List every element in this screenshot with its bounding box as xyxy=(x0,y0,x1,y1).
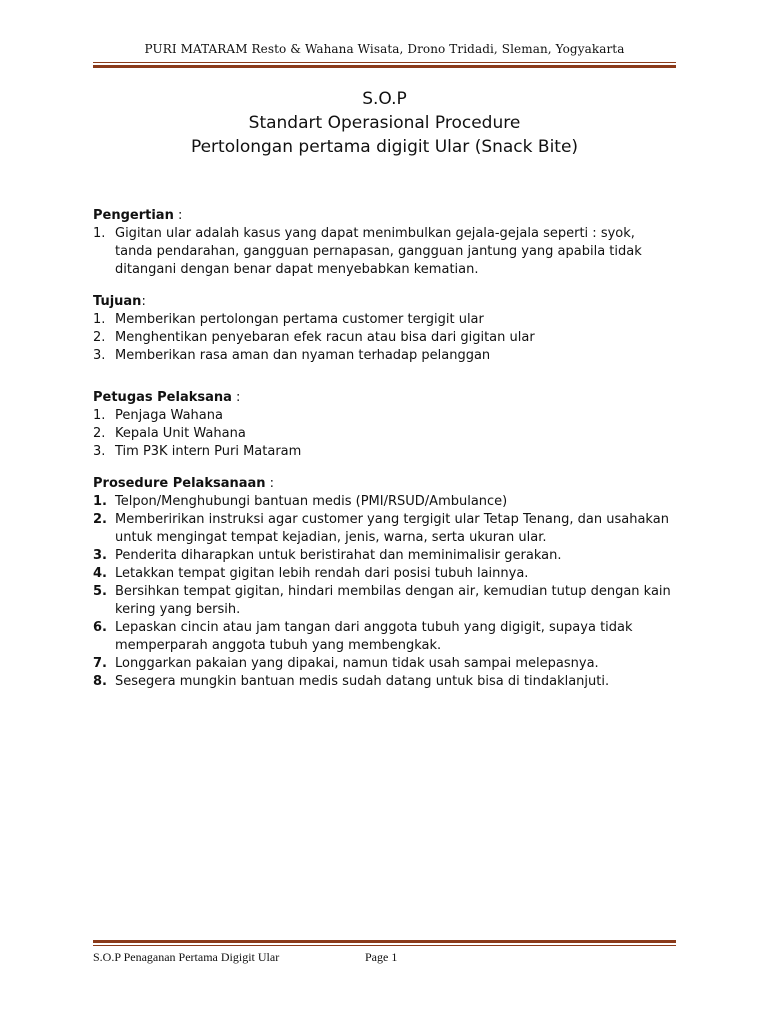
list-text: Sesegera mungkin bantuan medis sudah datang untuk bisa di tindaklanjuti. xyxy=(115,674,610,689)
footer-title: S.O.P Penaganan Pertama Digigit Ular xyxy=(93,950,280,964)
list-text: Telpon/Menghubungi bantuan medis (PMI/RSUD/Ambulance) xyxy=(115,494,508,509)
list-item xyxy=(93,619,676,655)
footer-rule-thin xyxy=(93,945,676,946)
heading-suffix: : xyxy=(265,476,275,491)
heading-suffix: : xyxy=(231,390,241,405)
list-number: 1. xyxy=(93,494,107,509)
list-number: 5. xyxy=(93,584,107,599)
title-line-3: Pertolongan pertama digigit Ular (Snack Bite) xyxy=(190,137,579,157)
list-number: 2. xyxy=(93,512,107,527)
list-text: Kepala Unit Wahana xyxy=(115,426,246,441)
list-text: Penderita diharapkan untuk beristirahat dan meminimalisir gerakan. xyxy=(115,548,562,563)
list-item xyxy=(93,225,676,279)
header-rule-thick xyxy=(93,65,676,68)
list-number: 2. xyxy=(93,426,106,441)
document-body xyxy=(93,207,676,705)
heading-suffix: : xyxy=(141,294,146,309)
header-rule-thin xyxy=(93,62,676,63)
section-heading xyxy=(93,475,676,493)
section-tujuan xyxy=(93,293,676,365)
list-number: 8. xyxy=(93,674,107,689)
list-text: Bersihkan tempat gigitan, hindari membilas dengan air, kemudian tutup dengan kain kering yang bersih. xyxy=(115,584,671,617)
section-heading xyxy=(93,293,676,311)
list-number: 6. xyxy=(93,620,107,635)
list-item xyxy=(93,347,676,365)
list-item xyxy=(93,583,676,619)
list-item xyxy=(93,673,676,691)
list-number: 3. xyxy=(93,548,107,563)
heading-label: Prosedure Pelaksanaan xyxy=(93,476,266,491)
section-heading xyxy=(93,389,676,407)
list-text: Penjaga Wahana xyxy=(115,408,223,423)
list-number: 1. xyxy=(93,408,106,423)
list-number: 2. xyxy=(93,330,106,345)
page-number: Page 1 xyxy=(365,950,398,964)
heading-label: Petugas Pelaksana xyxy=(93,390,232,405)
document-title xyxy=(93,87,676,159)
page-header: PURI MATARAM Resto & Wahana Wisata, Drono Tridadi, Sleman, Yogyakarta xyxy=(144,42,625,56)
list-item xyxy=(93,329,676,347)
list-item xyxy=(93,511,676,547)
section-prosedure xyxy=(93,475,676,691)
heading-label: Tujuan xyxy=(93,294,142,309)
list-item xyxy=(93,407,676,425)
heading-label: Pengertian xyxy=(93,208,174,223)
list-text: Memberikan pertolongan pertama customer tergigit ular xyxy=(115,312,484,327)
list-number: 3. xyxy=(93,444,106,459)
tujuan-list xyxy=(93,311,676,365)
list-item xyxy=(93,655,676,673)
title-line-2: Standart Operasional Procedure xyxy=(248,113,521,133)
section-petugas xyxy=(93,389,676,461)
list-text: Lepaskan cincin atau jam tangan dari anggota tubuh yang digigit, supaya tidak memperparah anggota tubuh yang membengkak. xyxy=(115,620,633,653)
pengertian-list xyxy=(93,225,676,279)
list-number: 4. xyxy=(93,566,107,581)
section-pengertian xyxy=(93,207,676,279)
list-text: Tim P3K intern Puri Mataram xyxy=(115,444,302,459)
list-item xyxy=(93,311,676,329)
heading-suffix: : xyxy=(173,208,183,223)
list-number: 1. xyxy=(93,312,106,327)
list-item xyxy=(93,443,676,461)
list-item xyxy=(93,547,676,565)
petugas-list xyxy=(93,407,676,461)
list-text: Gigitan ular adalah kasus yang dapat menimbulkan gejala-gejala seperti : syok, tanda pendarahan, gangguan pernapasan, gangguan jantung yang apabila tidak ditangani dengan benar dapat menyebabkan kematian. xyxy=(115,226,642,277)
list-item xyxy=(93,565,676,583)
list-text: Longgarkan pakaian yang dipakai, namun tidak usah sampai melepasnya. xyxy=(115,656,599,671)
list-item xyxy=(93,425,676,443)
list-number: 7. xyxy=(93,656,107,671)
prosedure-list xyxy=(93,493,676,691)
list-number: 1. xyxy=(93,226,106,241)
section-heading xyxy=(93,207,676,225)
title-line-1: S.O.P xyxy=(362,89,407,109)
list-text: Letakkan tempat gigitan lebih rendah dari posisi tubuh lainnya. xyxy=(115,566,529,581)
list-text: Memberikan rasa aman dan nyaman terhadap pelanggan xyxy=(115,348,491,363)
list-text: Menghentikan penyebaran efek racun atau bisa dari gigitan ular xyxy=(115,330,535,345)
footer-rule-thick xyxy=(93,940,676,943)
list-number: 3. xyxy=(93,348,106,363)
list-text: Memberirikan instruksi agar customer yang tergigit ular Tetap Tenang, dan usahakan untuk mengingat tempat kejadian, jenis, warna, serta ukuran ular. xyxy=(115,512,669,545)
list-item xyxy=(93,493,676,511)
